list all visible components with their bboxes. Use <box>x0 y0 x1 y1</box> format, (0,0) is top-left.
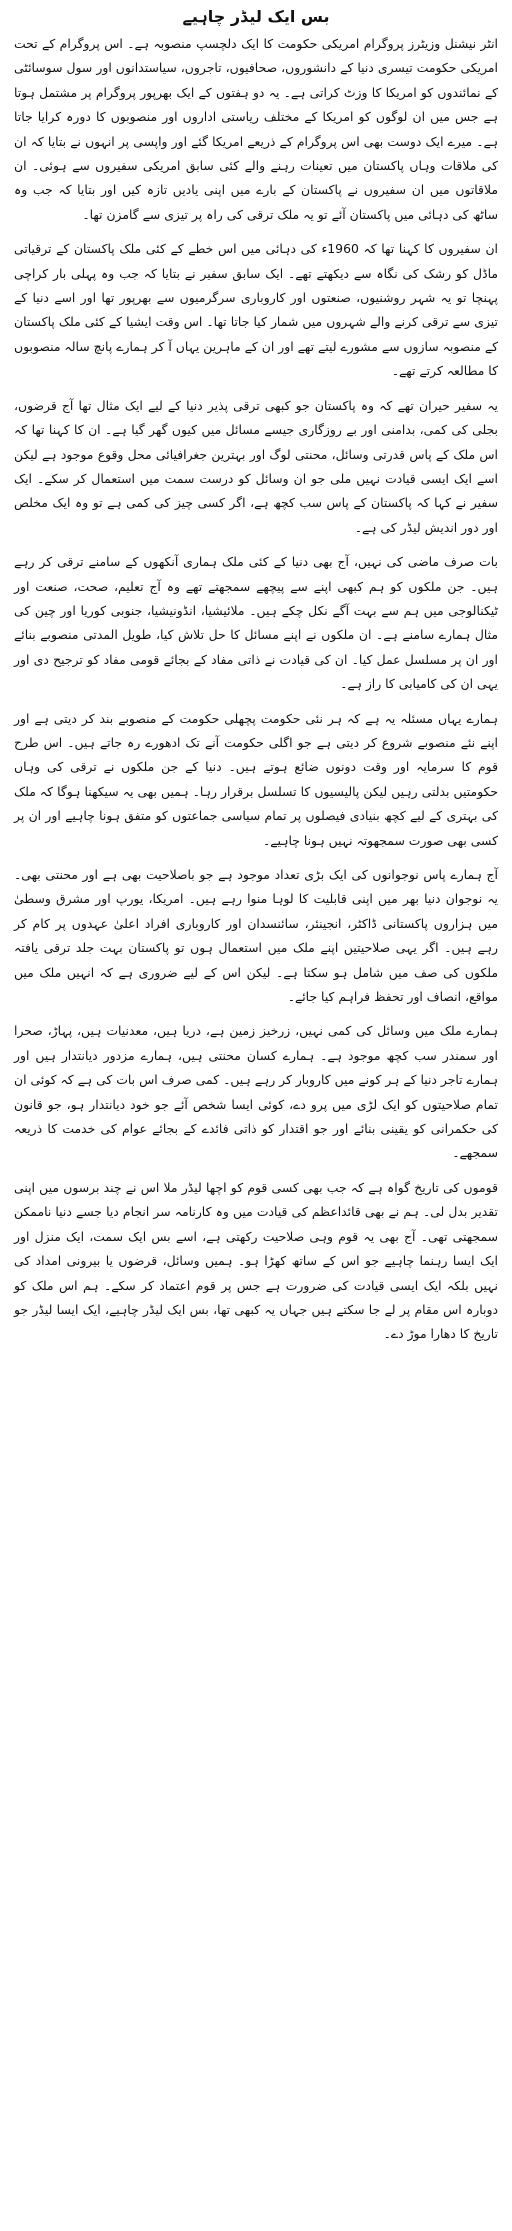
article-paragraph: ہمارے یہاں مسئلہ یہ ہے کہ ہر نئی حکومت پچھلی حکومت کے منصوبے بند کر دیتی ہے اور اپنے نئے منصوبے شروع کر دیتی ہے جو اگلی حکومت آنے تک ادھورے رہ جاتے ہیں۔ اس طرح قوم کا سرمایہ اور وقت دونوں ضائع ہوتے ہیں۔ دنیا کے جن ملکوں نے ترقی کی وہاں حکومتیں بدلتی رہیں لیکن پالیسیوں کا تسلسل برقرار رہا۔ ہمیں بھی یہ سیکھنا ہوگا کہ ملک کی بہتری کے لیے کچھ بنیادی فیصلوں پر تمام سیاسی جماعتوں کو متفق ہونا چاہیے اور ان پر کسی بھی صورت سمجھوتہ نہیں ہونا چاہیے۔ <box>14 710 498 848</box>
article-paragraph: ان سفیروں کا کہنا تھا کہ 1960ء کی دہائی میں اس خطے کے کئی ملک پاکستان کے ترقیاتی ماڈل کو رشک کی نگاہ سے دیکھتے تھے۔ ایک سابق سفیر نے بتایا کہ جب وہ پہلی بار کراچی پہنچا تو یہ شہر روشنیوں، صنعتوں اور کاروباری سرگرمیوں سے بھرپور تھا اور اسے دنیا کے تیزی سے ترقی کرنے والے شہروں میں شمار کیا جاتا تھا۔ اس وقت ایشیا کے کئی ملک پاکستان کے منصوبہ سازوں سے مشورے لیتے تھے اور ان کے ماہرین یہاں آ کر ہمارے پانچ سالہ منصوبوں کا مطالعہ کرتے تھے۔ <box>14 241 498 379</box>
article-paragraph: آج ہمارے پاس نوجوانوں کی ایک بڑی تعداد موجود ہے جو باصلاحیت بھی ہے اور محنتی بھی۔ یہ نوجوان دنیا بھر میں اپنی قابلیت کا لوہا منوا رہے ہیں۔ امریکا، یورپ اور مشرق وسطیٰ میں ہزاروں پاکستانی ڈاکٹر، انجینئر، سائنسدان اور کاروباری افراد اعلیٰ عہدوں پر کام کر رہے ہیں۔ اگر یہی صلاحیتیں اپنے ملک میں استعمال ہوں تو پاکستان بہت جلد ترقی یافتہ ملکوں کی صف میں شامل ہو سکتا ہے۔ لیکن اس کے لیے ضروری ہے کہ انہیں ملک میں مواقع، انصاف اور تحفظ فراہم کیا جائے۔ <box>14 867 498 1005</box>
article-headline: بس ایک لیڈر چاہیے <box>182 7 330 26</box>
article-body <box>14 32 498 1347</box>
article-paragraph: انٹر نیشنل وزیٹرز پروگرام امریکی حکومت کا ایک دلچسپ منصوبہ ہے۔ اس پروگرام کے تحت امریکی حکومت تیسری دنیا کے دانشوروں، صحافیوں، تاجروں، سیاستدانوں اور سول سوسائٹی کے نمائندوں کو امریکا کا وزٹ کراتی ہے۔ یہ دو ہفتوں کے ایک بھرپور پروگرام پر مشتمل ہوتا ہے جس میں ان لوگوں کو امریکا کے مختلف ریاستی اداروں اور منصوبوں کا دورہ کرایا جاتا ہے۔ میرے ایک دوست بھی اس پروگرام کے ذریعے امریکا گئے اور واپسی پر انہوں نے بتایا کہ ان کی ملاقات وہاں پاکستان میں تعینات رہنے والے کئی سابق امریکی سفیروں سے ہوئی۔ ان ملاقاتوں میں ان سفیروں نے پاکستان کے بارے میں اپنی یادیں تازہ کیں اور بتایا کہ جب وہ ساٹھ کی دہائی میں پاکستان آئے تو یہ ملک ترقی کی راہ پر تیزی سے گامزن تھا۔ <box>14 36 498 222</box>
article-paragraph: قوموں کی تاریخ گواہ ہے کہ جب بھی کسی قوم کو اچھا لیڈر ملا اس نے چند برسوں میں اپنی تقدیر بدل لی۔ ہم نے بھی قائداعظم کی قیادت میں وہ کارنامہ سر انجام دیا جسے دنیا ناممکن سمجھتی تھی۔ آج بھی یہ قوم وہی صلاحیت رکھتی ہے، اسے بس ایک سمت، ایک منزل اور ایک ایسا رہنما چاہیے جو اس کے ساتھ کھڑا ہو۔ ہمیں وسائل، قرضوں یا بیرونی امداد کی نہیں بلکہ ایک ایسی قیادت کی ضرورت ہے جس پر قوم اعتماد کر سکے۔ ہم اس ملک کو دوبارہ اس مقام پر لے جا سکتے ہیں جہاں یہ کبھی تھا، بس ایک لیڈر چاہیے، ایک ایسا لیڈر جو تاریخ کا دھارا موڑ دے۔ <box>14 1179 498 1342</box>
article-paragraph: بات صرف ماضی کی نہیں، آج بھی دنیا کے کئی ملک ہماری آنکھوں کے سامنے ترقی کر رہے ہیں۔ جن ملکوں کو ہم کبھی اپنے سے پیچھے سمجھتے تھے وہ آج تعلیم، صحت، صنعت اور ٹیکنالوجی میں ہم سے بہت آگے نکل چکے ہیں۔ ملائیشیا، انڈونیشیا، جنوبی کوریا اور چین کی مثال ہمارے سامنے ہے۔ ان ملکوں نے اپنے مسائل کا حل تلاش کیا، طویل المدتی منصوبے بنائے اور ان پر مسلسل عمل کیا۔ ان کی قیادت نے ذاتی مفاد کے بجائے قومی مفاد کو ترجیح دی اور یہی ان کی کامیابی کا راز ہے۔ <box>14 554 498 692</box>
article-paragraph: یہ سفیر حیران تھے کہ وہ پاکستان جو کبھی ترقی پذیر دنیا کے لیے ایک مثال تھا آج قرضوں، بجلی کی کمی، بدامنی اور بے روزگاری جیسے مسائل میں کیوں گھر گیا ہے۔ ان کا کہنا تھا کہ اس ملک کے پاس قدرتی وسائل، محنتی لوگ اور بہترین جغرافیائی محل وقوع موجود ہے لیکن اسے ایک ایسی قیادت نہیں ملی جو ان وسائل کو درست سمت میں استعمال کر سکے۔ ایک سفیر نے کہا کہ پاکستان کے پاس سب کچھ ہے، اگر کسی چیز کی کمی ہے تو وہ ایک مخلص اور دور اندیش لیڈر کی ہے۔ <box>14 397 498 535</box>
article-paragraph: ہمارے ملک میں وسائل کی کمی نہیں، زرخیز زمین ہے، دریا ہیں، معدنیات ہیں، پہاڑ، صحرا اور سمندر سب کچھ موجود ہے۔ ہمارے کسان محنتی ہیں، ہمارے مزدور دیانتدار ہیں اور ہمارے تاجر دنیا کے ہر کونے میں کاروبار کر رہے ہیں۔ کمی صرف اس بات کی ہے کہ کوئی ان تمام صلاحیتوں کو ایک لڑی میں پرو دے، کوئی ایسا شخص آئے جو خود دیانتدار ہو، جو قانون کی حکمرانی کو یقینی بنائے اور جو اقتدار کو ذاتی فائدے کے بجائے عوام کی خدمت کا ذریعہ سمجھے۔ <box>14 1023 498 1161</box>
